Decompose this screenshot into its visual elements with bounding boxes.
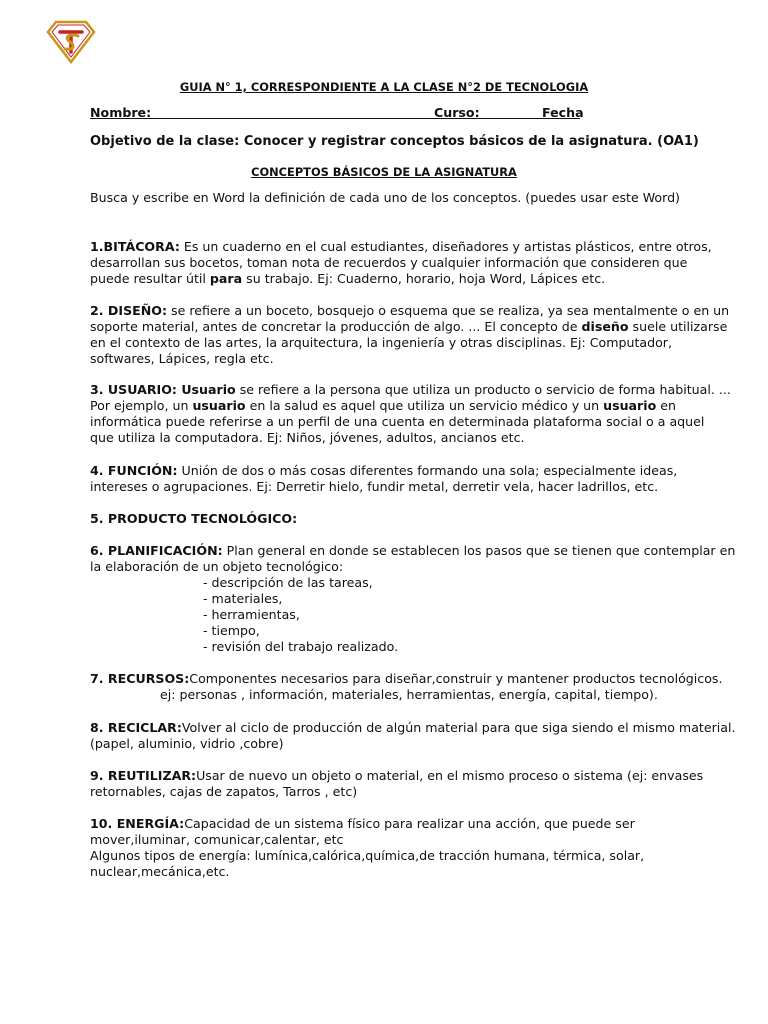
definition-text: su trabajo. Ej: Cuaderno, horario, hoja Word, Lápices etc. [242,271,606,286]
definition-text: suele utilizarse [628,319,728,334]
term: 3. USUARIO: [90,382,182,397]
definition-text: que utiliza la computadora. Ej: Niños, jóvenes, adultos, ancianos etc. [90,430,525,445]
emphasis-text: usuario [603,398,657,413]
emphasis-text: para [209,271,243,286]
school-crest-icon [44,18,98,64]
fecha-label: Fecha [542,105,584,120]
definition-text: (papel, aluminio, vidrio ,cobre) [90,736,284,751]
curso-label: Curso: [434,105,480,120]
definition-text: Es un cuaderno en el cual estudiantes, diseñadores y artistas plásticos, entre otros, [179,239,712,254]
class-objective: Objetivo de la clase: Conocer y registrar conceptos básicos de la asignatura. (OA1) [90,134,699,149]
definition-text: en la salud es aquel que utiliza un servicio médico y un [245,398,604,413]
definition-text: Componentes necesarios para diseñar,construir y mantener productos tecnológicos. [189,671,723,686]
term: 1.BITÁCORA: [90,239,180,254]
term: 7. RECURSOS: [90,671,190,686]
definition-text: Unión de dos o más cosas diferentes formando una sola; especialmente ideas, [177,463,678,478]
definition-text: desarrollan sus bocetos, toman nota de recuerdos y cualquier información que consideren que [90,255,688,270]
definition-text: en [656,398,676,413]
concept-planificacion [90,543,736,575]
list-item: - tiempo, [203,623,260,638]
list-item: - revisión del trabajo realizado. [203,639,399,654]
definition-text: la elaboración de un objeto tecnológico: [90,559,344,574]
list-item: - descripción de las tareas, [203,575,373,590]
definition-text: en el contexto de las artes, la arquitectura, la ingeniería y otras disciplinas. Ej: Computador, [90,335,672,350]
definition-text: Usar de nuevo un objeto o material, en el mismo proceso o sistema (ej: envases [196,768,704,783]
definition-text: Plan general en donde se establecen los pasos que se tienen que contemplar en [222,543,736,558]
definition-text: puede resultar útil [90,271,210,286]
concept-usuario [90,382,731,446]
concept-reciclar [90,720,736,752]
section-subtitle: CONCEPTOS BÁSICOS DE LA ASIGNATURA [251,165,517,179]
definition-text: intereses o agrupaciones. Ej: Derretir hielo, fundir metal, derretir vela, hacer ladrillos, etc. [90,479,659,494]
definition-text: nuclear,mecánica,etc. [90,864,230,879]
definition-text: Volver al ciclo de producción de algún material para que siga siendo el mismo material. [181,720,736,735]
definition-text: Capacidad de un sistema físico para realizar una acción, que puede ser [184,816,635,831]
definition-text: mover,iluminar, comunicar,calentar, etc [90,832,344,847]
term: 6. PLANIFICACIÓN: [90,543,223,558]
emphasis-text: usuario [192,398,246,413]
term: 2. DISEÑO: [90,303,168,318]
concept-producto-tecnologico [90,511,710,527]
definition-text: se refiere a la persona que utiliza un producto o servicio de forma habitual. ... [235,382,731,397]
definition-text: softwares, Lápices, regla etc. [90,351,274,366]
term: 4. FUNCIÓN: [90,463,178,478]
term: 8. RECICLAR: [90,720,182,735]
emphasis-text: diseño [581,319,629,334]
definition-text: informática puede referirse a un perfil de una cuenta en determinada plataforma social o a aquel [90,414,705,429]
definition-text: ej: personas , información, materiales, herramientas, energía, capital, tiempo). [160,687,658,702]
concept-recursos [90,671,723,703]
definition-text: se refiere a un boceto, bosquejo o esquema que se realiza, ya sea mentalmente o en un [167,303,730,318]
name-underline [90,118,580,119]
instruction-text: Busca y escribe en Word la definición de cada uno de los conceptos. (puedes usar este Word) [90,190,680,205]
definition-text: retornables, cajas de zapatos, Tarros , etc) [90,784,358,799]
definition-text: Por ejemplo, un [90,398,193,413]
definition-text: Algunos tipos de energía: lumínica,calórica,química,de tracción humana, térmica, solar, [90,848,645,863]
concept-funcion [90,463,710,495]
term: 9. REUTILIZAR: [90,768,197,783]
nombre-label: Nombre: [90,105,152,120]
list-item: - materiales, [203,591,283,606]
concept-energia [90,816,710,880]
definition-text: soporte material, antes de concretar la producción de algo. ... El concepto de [90,319,582,334]
list-item: - herramientas, [203,607,300,622]
concept-reutilizar [90,768,710,800]
emphasis-text: Usuario [181,382,236,397]
term: 5. PRODUCTO TECNOLÓGICO: [90,511,298,526]
term: 10. ENERGÍA: [90,816,185,831]
planning-steps-list [203,575,398,655]
concept-bitacora [90,239,710,287]
concept-diseno [90,303,730,367]
page-title: GUIA N° 1, CORRESPONDIENTE A LA CLASE N°2 DE TECNOLOGIA [179,80,589,94]
